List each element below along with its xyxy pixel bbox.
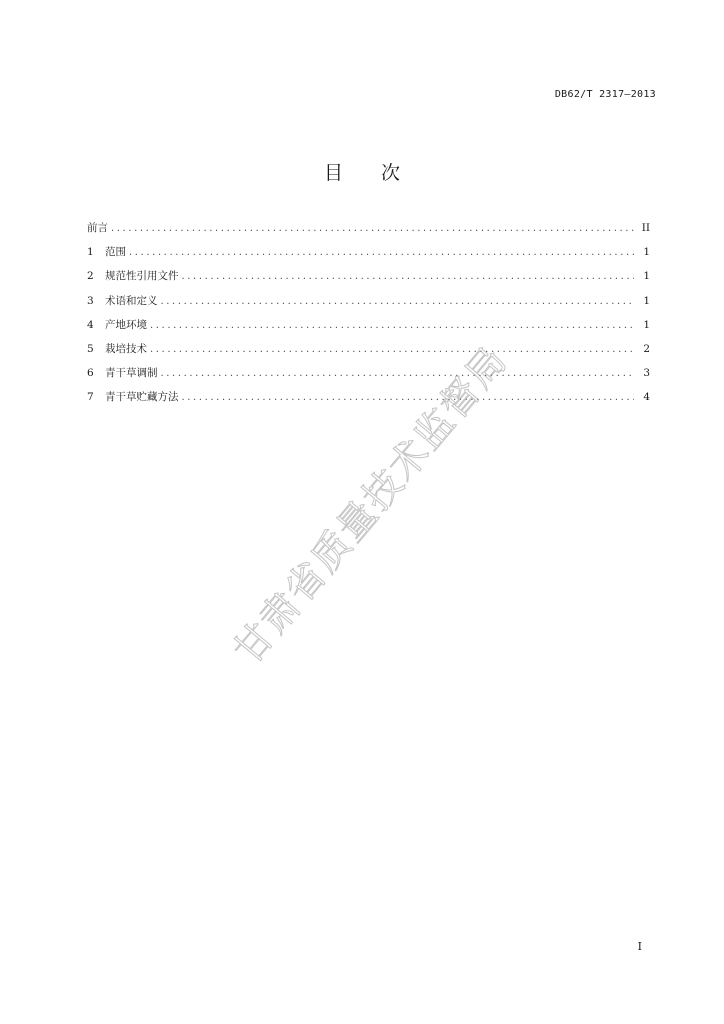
toc-item-normative-references[interactable] — [87, 264, 650, 288]
toc-item-page: 3 — [643, 367, 650, 380]
toc-item-hay-preparation[interactable] — [87, 361, 650, 385]
watermark: 甘肃省质量技术监督局 — [225, 337, 517, 673]
toc-item-hay-storage[interactable] — [87, 385, 650, 409]
toc-title — [0, 158, 724, 185]
toc-leader-dots — [161, 290, 635, 314]
toc-item-number: 6 — [87, 367, 94, 380]
toc-item-number: 5 — [87, 342, 94, 355]
document-code: DB62/T 2317—2013 — [554, 89, 656, 100]
toc-item-number: 3 — [87, 294, 94, 307]
page-number: I — [637, 940, 642, 953]
toc-item-label: 前言 — [87, 222, 108, 234]
toc-item-page: 1 — [643, 318, 650, 331]
toc-leader-dots — [161, 362, 635, 386]
toc-title-part1: 目 — [323, 162, 343, 184]
toc-item-scope[interactable] — [87, 240, 650, 264]
toc-item-label: 术语和定义 — [105, 294, 158, 307]
toc-item-terms-definitions[interactable] — [87, 289, 650, 313]
toc-item-page: II — [641, 222, 650, 234]
toc-item-label: 规范性引用文件 — [105, 270, 179, 283]
toc-item-number: 4 — [87, 318, 94, 331]
toc-item-page: 4 — [643, 391, 650, 404]
toc-leader-dots — [182, 386, 635, 410]
toc-title-part2: 次 — [381, 162, 401, 184]
toc-item-number: 1 — [87, 246, 94, 259]
toc-item-production-environment[interactable] — [87, 313, 650, 337]
toc-leader-dots — [150, 314, 634, 338]
toc-item-page: 1 — [643, 270, 650, 283]
toc-item-number: 2 — [87, 270, 94, 283]
toc-item-label: 栽培技术 — [105, 342, 147, 355]
toc-item-cultivation[interactable] — [87, 337, 650, 361]
toc-item-label: 青干草贮藏方法 — [105, 391, 179, 404]
toc-leader-dots — [111, 217, 634, 241]
toc-leader-dots — [129, 241, 634, 265]
toc-item-label: 产地环境 — [105, 318, 147, 331]
toc-list — [87, 216, 650, 410]
toc-leader-dots — [150, 338, 634, 362]
toc-leader-dots — [182, 265, 635, 289]
toc-item-page: 1 — [643, 246, 650, 259]
toc-item-page: 2 — [643, 342, 650, 355]
toc-item-number: 7 — [87, 391, 94, 404]
toc-item-page: 1 — [643, 294, 650, 307]
toc-item-label: 青干草调制 — [105, 367, 158, 380]
toc-item-label: 范围 — [105, 246, 126, 259]
toc-item-foreword[interactable] — [87, 216, 650, 240]
